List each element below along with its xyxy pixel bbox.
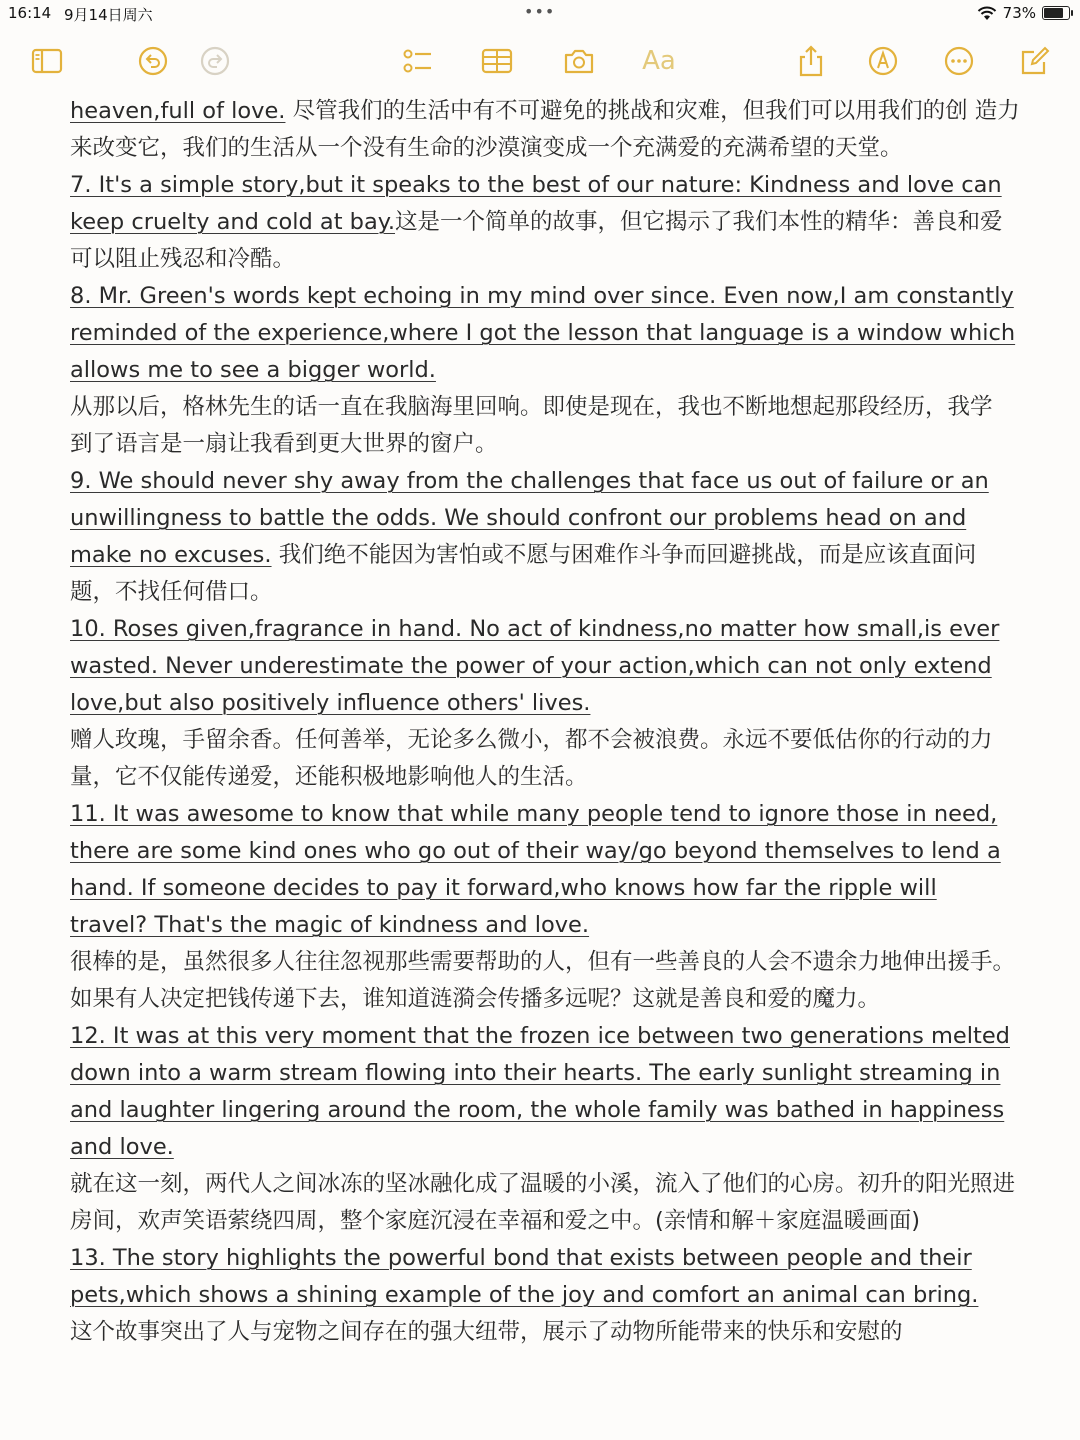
- note-paragraph: [70, 1018, 1020, 1240]
- english-sentence: 7. It's a simple story,but it speaks to the best of our nature: Kindness and love can keep cruelty and cold at bay.: [70, 172, 1002, 235]
- chinese-translation: 赠人玫瑰，手留余香。任何善举，无论多么微小，都不会被浪费。永远不要低估你的行动的力 量，它不仅能传递爱，还能积极地影响他人的生活。: [70, 727, 993, 790]
- status-time: 16:14: [8, 4, 52, 22]
- english-sentence: heaven,full of love.: [70, 98, 286, 124]
- text-format-label: Aa: [642, 46, 676, 76]
- chinese-translation: 这是一个简单的故事，但它揭示了我们本性的精华：善良和爱可以阻止残忍和冷酷。: [70, 209, 1003, 272]
- share-icon[interactable]: [792, 42, 830, 80]
- note-paragraph: [70, 796, 1020, 1018]
- redo-icon[interactable]: [196, 42, 234, 80]
- chinese-translation: 尽管我们的生活中有不可避免的挑战和灾难，但我们可以用我们的创 造力来改变它，我们的生活从一个没有生命的沙漠演变成一个充满爱的充满希望的天堂。: [70, 98, 1020, 161]
- table-icon[interactable]: [478, 42, 516, 80]
- compose-note-icon[interactable]: [1016, 42, 1054, 80]
- battery-percent: 73%: [1002, 4, 1036, 22]
- battery-icon: [1042, 6, 1070, 20]
- multitask-dots[interactable]: •••: [524, 2, 556, 21]
- status-date: 9月14日周六: [64, 6, 153, 24]
- undo-icon[interactable]: [134, 42, 172, 80]
- more-options-icon[interactable]: [940, 42, 978, 80]
- markup-pen-icon[interactable]: [864, 42, 902, 80]
- note-paragraph: [70, 278, 1020, 463]
- chinese-translation: 从那以后，格林先生的话一直在我脑海里回响。即使是现在，我也不断地想起那段经历，我学 到了语言是一扇让我看到更大世界的窗户。: [70, 394, 993, 457]
- text-format-button[interactable]: [640, 42, 678, 80]
- note-paragraph: [70, 93, 1020, 167]
- note-body[interactable]: [70, 93, 1020, 1351]
- checklist-icon[interactable]: [398, 42, 436, 80]
- note-paragraph: [70, 1240, 1020, 1351]
- chinese-translation: 很棒的是，虽然很多人往往忽视那些需要帮助的人，但有一些善良的人会不遗余力地伸出援手。 如果有人决定把钱传递下去，谁知道涟漪会传播多远呢？这就是善良和爱的魔力。: [70, 949, 1016, 1012]
- english-sentence: 11. It was awesome to know that while many people tend to ignore those in need, there are some kind ones who go out of their way/go beyond themselves to lend a hand. If someone decides to pay it forward,who knows how far the ripple will travel? That's the magic of kindness and love.: [70, 801, 1001, 938]
- english-sentence: 12. It was at this very moment that the frozen ice between two generations melted down into a warm stream flowing into their hearts. The early sunlight streaming in and laughter lingering around the room, the whole family was bathed in happiness and love.: [70, 1023, 1010, 1160]
- english-sentence: 10. Roses given,fragrance in hand. No act of kindness,no matter how small,is ever wasted. Never underestimate the power of your action,which can not only extend love,but also positively influence others' lives.: [70, 616, 1000, 716]
- note-paragraph: [70, 463, 1020, 611]
- note-paragraph: [70, 167, 1020, 278]
- chinese-translation: 我们绝不能因为害怕或不愿与困难作斗争而回避挑战，而是应该直面问题，不找任何借口。: [70, 542, 977, 605]
- chinese-translation: 就在这一刻，两代人之间冰冻的坚冰融化成了温暖的小溪，流入了他们的心房。初升的阳光照进房间，欢声笑语萦绕四周，整个家庭沉浸在幸福和爱之中。(亲情和解＋家庭温暖画面): [70, 1171, 1016, 1234]
- note-paragraph: [70, 611, 1020, 796]
- status-right: [977, 4, 1070, 22]
- chinese-translation: 这个故事突出了人与宠物之间存在的强大纽带，展示了动物所能带来的快乐和安慰的: [70, 1319, 903, 1345]
- english-sentence: 9. We should never shy away from the challenges that face us out of failure or an unwillingness to battle the odds. We should confront our problems head on and make no excuses.: [70, 468, 989, 568]
- sidebar-toggle-icon[interactable]: [28, 42, 66, 80]
- camera-icon[interactable]: [560, 42, 598, 80]
- english-sentence: 8. Mr. Green's words kept echoing in my mind over since. Even now,I am constantly reminded of the experience,where I got the lesson that language is a window which allows me to see a bigger world.: [70, 283, 1016, 383]
- notes-toolbar: [0, 36, 1080, 86]
- wifi-icon: [977, 6, 997, 21]
- english-sentence: 13. The story highlights the powerful bond that exists between people and their pets,which shows a shining example of the joy and comfort an animal can bring.: [70, 1245, 979, 1308]
- status-bar: [0, 0, 1080, 28]
